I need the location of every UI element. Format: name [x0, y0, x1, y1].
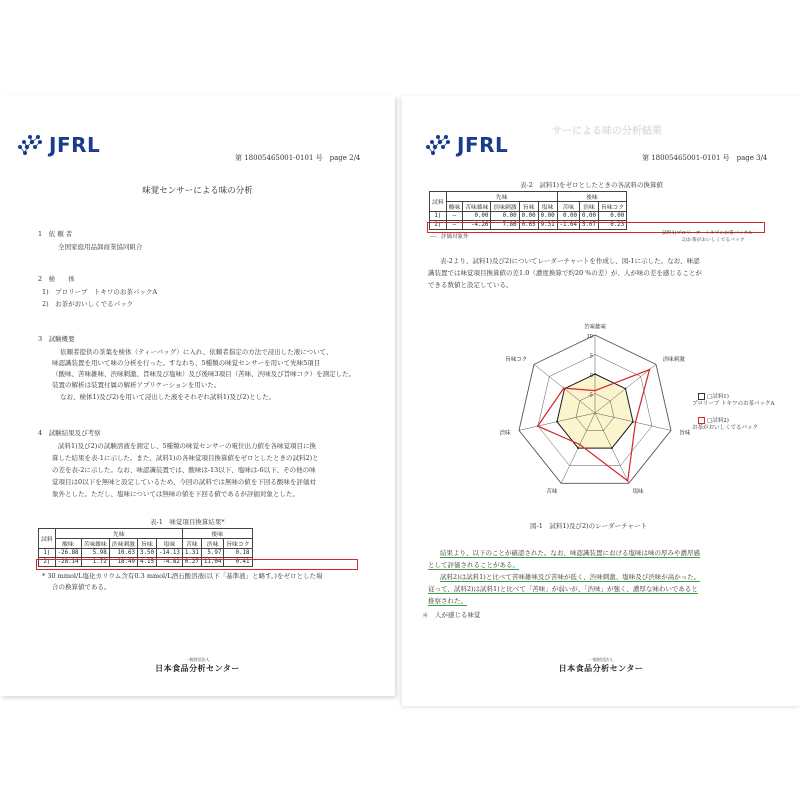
sec1-heading: 1 依 頼 者: [38, 230, 73, 238]
figure-caption: 図-1 試料1)及び2)のレーダーチャート: [530, 522, 647, 530]
row-label: 1): [39, 549, 56, 558]
cell: -26.88: [55, 549, 81, 558]
para2-line-text: 推察された。: [428, 597, 467, 605]
radar-axis-label: 渋味: [499, 430, 511, 437]
radar-point: [563, 387, 565, 389]
sec3-line: なお、検体1)及び2)を用いて浸出した液をそれぞれ試料1)及び2)とした。: [60, 393, 276, 401]
cell: 0.00: [491, 212, 519, 221]
radar-point: [632, 421, 634, 423]
para2-line: [428, 560, 519, 571]
table2-sample-header: 試料: [430, 192, 447, 212]
table2-col: 渋味: [580, 202, 599, 212]
table2-col: 渋味刺激: [491, 202, 519, 212]
radar-point: [625, 388, 627, 390]
table1-col: 塩味: [156, 539, 182, 549]
radar-tick-label: -5: [588, 392, 593, 399]
para2-line-text: として評価されることがある。: [428, 561, 519, 569]
cell: 10.63: [109, 549, 137, 558]
row-label: 2): [430, 221, 447, 230]
cell: ―: [446, 212, 463, 221]
sec4-line: の差を表-2に示した。なお、味認識装置では、酸味は-13以下、塩味は-6以下、その他の味: [52, 466, 316, 474]
sec1-text: 全国家庭用品卸商業協同組合: [58, 243, 143, 251]
table1-group-post: 後味: [182, 529, 252, 539]
sample-2: 2) お茶がおいしくでるパック: [42, 300, 134, 308]
table1-col: 苦味雑味: [81, 539, 109, 549]
cell: 5.07: [580, 221, 599, 230]
para2-line: [428, 596, 467, 607]
page-title: 味覚センサーによる味の分析: [142, 186, 253, 196]
para2-line-text: 試料2)は試料1)と比べて苦味雑味及び苦味が低く、渋味刺激、塩味及び渋味が高かった。: [440, 573, 701, 581]
sec2-heading: 2 検 体: [38, 275, 75, 283]
cell: 18.49: [109, 558, 137, 567]
radar-point: [577, 447, 579, 449]
radar-point: [556, 421, 558, 423]
cell: 5.98: [81, 549, 109, 558]
footer-org-name: 日本食品分析センター: [558, 664, 644, 673]
sec4-line: 覚項目は0以下を無味と設定しているため、今回の試料では無味の値を下回る酸味を評価対: [52, 478, 316, 486]
cell: 7.86: [491, 221, 519, 230]
jfrl-logo: [16, 133, 100, 157]
jfrl-logo: [424, 133, 508, 157]
footer-org: [402, 657, 800, 674]
cell: 1.72: [81, 558, 109, 567]
legend-label: □試料1): [707, 394, 729, 400]
footer-org: [0, 657, 395, 674]
table1-col: 渋味: [201, 539, 223, 549]
table1-col: 渋味刺激: [109, 539, 137, 549]
cell: 0.00: [557, 212, 579, 221]
table-row: [39, 549, 253, 558]
cell: 0.00: [598, 212, 626, 221]
table1-note: 合の換算値である。: [52, 583, 111, 591]
doc-number: 第 18005465001-0101 号 page 2/4: [235, 154, 361, 162]
table1-col: 旨味: [137, 539, 156, 549]
radar-axis-label: 苦味: [546, 489, 558, 495]
legend-swatch-2: [698, 417, 705, 424]
cell: ―: [446, 221, 463, 230]
sec3-heading: 3 試験概要: [38, 335, 75, 343]
cell: -28.14: [55, 558, 81, 567]
cell: 0.27: [182, 558, 201, 567]
doc-number: 第 18005465001-0101 号 page 3/4: [642, 154, 768, 162]
bleed-through-heading: サーによる味の分析結果: [552, 126, 662, 137]
cell: 0.00: [519, 212, 538, 221]
table2-note-sample2: 2)お茶がおいしくでるパック: [682, 238, 745, 243]
radar-point: [594, 390, 596, 392]
legend-sub: プロリーブ トキワのお茶パックA: [692, 401, 775, 407]
footer-org-small: 一般財団法人: [589, 657, 613, 662]
table1-caption: 表-1 味覚項目換算結果*: [150, 518, 225, 526]
radar-point: [537, 425, 539, 427]
cell: -4.82: [156, 558, 182, 567]
radar-axis-label: 旨味コク: [505, 357, 528, 363]
table2-note-sample1: 試料1)プロリーブ トキワのお茶パックA: [662, 231, 752, 236]
table1-sample-header: 試料: [39, 529, 56, 549]
radar-point: [611, 447, 613, 449]
cell: 1.31: [182, 549, 201, 558]
sec3-line: 味認識装置を用いて味の分析を行った。すなわち、5種類の味覚センサーを用いて先味5項目: [52, 359, 321, 367]
legend-entry-2: [698, 417, 774, 425]
row-label: 1): [430, 212, 447, 221]
table1-group-pre: 先味: [55, 529, 182, 539]
radar-point: [635, 421, 637, 423]
table1-col: 酸味: [55, 539, 81, 549]
cell: 0.23: [598, 221, 626, 230]
table1-col: 旨味コク: [224, 539, 252, 549]
cell: 0.41: [224, 558, 252, 567]
table2-group-pre: 先味: [446, 192, 557, 202]
legend: [692, 393, 775, 432]
report-page-2: [0, 96, 395, 696]
logo-text: JFRL: [457, 133, 509, 157]
radar-point: [627, 480, 629, 482]
legend-label: □試料2): [707, 418, 729, 424]
radar-axis-label: 渋味刺激: [662, 357, 685, 363]
sec4-line: 象外とした。ただし、塩味については無味の値を下回る値であるが評価対象とした。: [52, 490, 299, 498]
cell: -14.13: [156, 549, 182, 558]
table1-highlight-box: [36, 559, 358, 570]
radar-point: [594, 373, 596, 375]
table2-note: ―：評価対象外: [430, 234, 469, 240]
legend-swatch-1: [698, 393, 705, 400]
sec4-heading: 4 試験結果及び考察: [38, 429, 101, 437]
table2-caption: 表-2 試料1)をゼロとしたときの各試料の換算値: [520, 181, 664, 189]
para2-line: [428, 584, 698, 595]
table2-col: 苦味: [557, 202, 579, 212]
radar-chart: [492, 318, 722, 508]
jfrl-network-icon: [16, 134, 46, 156]
radar-tick-label: 0: [589, 373, 593, 379]
cell: 9.31: [538, 221, 557, 230]
jfrl-network-icon: [424, 134, 454, 156]
cell: 4.15: [137, 558, 156, 567]
footnote: ＊ 人が感じる味覚: [422, 611, 481, 619]
sec4-line: 試料1)及び2)の試験溶液を測定し、5種類の味覚センサーの電位出力値を各味覚項目に換: [58, 442, 316, 450]
cell: -4.26: [463, 221, 491, 230]
cell: 0.00: [463, 212, 491, 221]
cell: 0.18: [224, 549, 252, 558]
table2-col: 塩味: [538, 202, 557, 212]
report-page-3: [402, 96, 800, 706]
radar-axis-label: 旨味: [679, 430, 691, 437]
cell: 5.97: [201, 549, 223, 558]
cell: 0.00: [538, 212, 557, 221]
legend-entry-1: [698, 393, 774, 401]
radar-axis-label: 塩味: [632, 489, 644, 495]
para2-line-text: 従って、試料2)は試料1)と比べて「苦味」が弱いが、「渋味」が強く、濃厚な味わいであると: [428, 585, 698, 593]
logo-text: JFRL: [49, 133, 101, 157]
cell: -1.04: [557, 221, 579, 230]
table1-note: * 30 mmol/L塩化カリウム含有0.3 mmol/L酒石酸溶液(以下「基準液」と略す。)をゼロとした場: [42, 572, 323, 580]
table1-col: 苦味: [182, 539, 201, 549]
radar-tick-label: 5: [589, 353, 593, 360]
para1-line: 表-2より、試料1)及び2)についてレーダーチャートを作成し、図-1に示した。なお、味認: [440, 257, 700, 265]
sample-1: 1) プロリーブ トキワのお茶パックA: [42, 288, 158, 296]
footer-org-name: 日本食品分析センター: [155, 664, 240, 673]
para2-line: [440, 548, 700, 559]
para1-line: 識装置では味覚項目換算値の差1.0（濃度換算で約20 %の差）が、人が味の差を感じることが: [428, 269, 702, 277]
legend-sub: お茶がおいしくでるパック: [692, 425, 759, 431]
radar-point: [649, 369, 651, 371]
para1-line: できる数値と設定している。: [428, 281, 513, 289]
row-label: 2): [39, 558, 56, 567]
sec3-line: （酸味、苦味雑味、渋味刺激、旨味及び塩味）及び後味3項目（苦味、渋味及び旨味コク）を測定した。: [52, 370, 356, 378]
radar-point: [579, 444, 581, 446]
table2-col: 苦味雑味: [463, 202, 491, 212]
para2-line: [440, 572, 700, 583]
cell: 3.50: [137, 549, 156, 558]
table2-col: 酸味: [446, 202, 463, 212]
table2-col: 旨味: [519, 202, 538, 212]
footer-org-small: 一般財団法人: [185, 657, 210, 662]
radar-tick-label: 10: [586, 334, 593, 340]
table2-group-post: 後味: [557, 192, 627, 202]
cell: 0.00: [580, 212, 599, 221]
cell: 0.65: [519, 221, 538, 230]
radar-axis-label: 苦味雑味: [583, 324, 607, 331]
sec4-line: 算した結果を表-1に示した。また、試料1)の各味覚項目換算値をゼロとしたときの試料2)と: [52, 454, 319, 462]
table-row: [430, 212, 627, 221]
sec3-line: 依頼者提供の茶葉を検体（ティーバッグ）に入れ、依頼者指定の方法で浸出した液について、: [60, 348, 333, 356]
sec3-line: 装置の解析は装置付属の解析アプリケーションを用いた。: [52, 381, 221, 389]
cell: 11.04: [201, 558, 223, 567]
para2-line-text: 結果より、以下のことが確認された。なお、味認識装置における塩味は味の厚みや濃厚感: [440, 549, 700, 557]
table2-col: 旨味コク: [598, 202, 626, 212]
